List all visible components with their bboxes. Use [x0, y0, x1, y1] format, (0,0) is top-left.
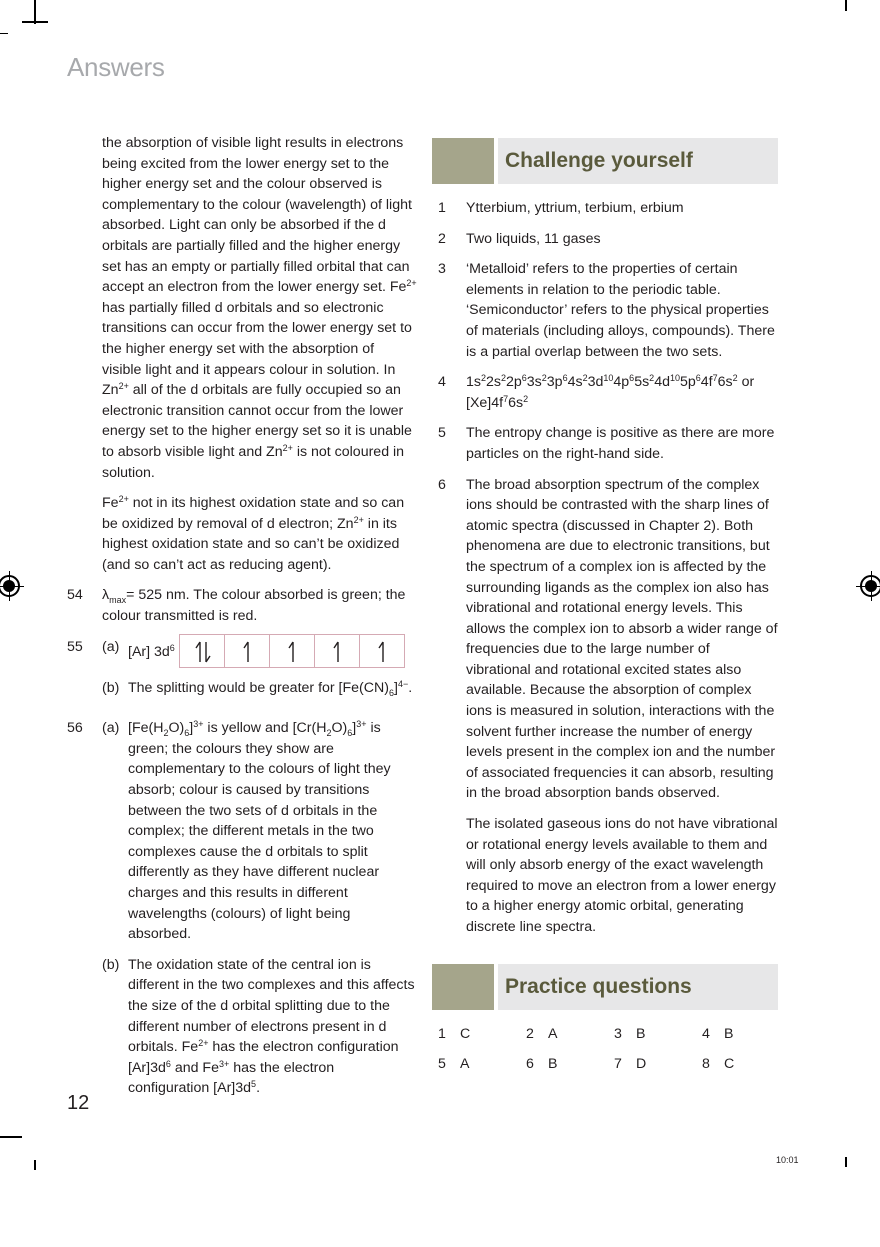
practice-answer	[696, 1054, 784, 1075]
list-item: 2 Two liquids, 11 gases	[438, 230, 601, 247]
section-title: Practice questions	[498, 964, 778, 1010]
practice-questions-banner	[432, 964, 778, 1010]
spin-down-arrow-icon	[206, 642, 210, 662]
question-number: 56	[67, 720, 83, 737]
registration-mark-icon	[860, 575, 880, 597]
answer-number: 3	[614, 1025, 622, 1042]
electron-configuration: $1s^22s^22p^63s^23p^64s^23d^{10}4p^65s^24d^{10}5p^64f^76s^2$ or $[Xe]4f^76s^2$	[466, 373, 755, 411]
practice-answer	[520, 1054, 608, 1075]
answer-number: 2	[526, 1025, 534, 1042]
practice-answers-grid	[432, 1024, 778, 1075]
registration-mark-icon	[0, 575, 20, 597]
practice-answer	[432, 1024, 520, 1045]
answer-number: 8	[702, 1056, 710, 1073]
orbital-box	[359, 634, 405, 668]
footer-timestamp: 10:01	[776, 1155, 799, 1165]
orbital-box	[314, 634, 360, 668]
practice-answer	[608, 1054, 696, 1075]
part-a: (a) $[Fe(H_2O)_6]^{3+}$ is yellow and $[Cr(H_2O)_6]^{3+}$ is green; the colours they show are complementary to the colours of light they absorb; colour is caused by transitions between the two sets of d orbitals in the complex; the different metals in the two complexes cause the d orbitals to split differently as they have different nuclear charges and this results in different wavelengths (colours) of light being absorbed.	[102, 719, 391, 943]
answer-letter: A	[548, 1025, 558, 1042]
answer-number: 1	[438, 1025, 446, 1042]
part-a: (a) [Ar] $3d^6$	[102, 637, 417, 668]
question-55	[67, 637, 417, 709]
answer-letter: B	[724, 1025, 734, 1042]
list-item: 4 $1s^22s^22p^63s^23p^64s^23d^{10}4p^65s^24d^{10}5p^64f^76s^2$ or $[Xe]4f^76s^2$	[432, 372, 778, 413]
answer-letter: B	[548, 1056, 558, 1073]
paragraph: $Fe^{2+}$ not in its highest oxidation state and so can be oxidized by removal of d electron; $Zn^{2+}$ in its highest oxidation state and so can’t be oxidized (and so can’t act as reducing agent).	[102, 494, 405, 573]
spin-up-arrow-icon	[196, 642, 200, 662]
crop-mark	[845, 1157, 847, 1167]
answer-letter: B	[636, 1025, 646, 1042]
spin-up-arrow-icon	[334, 642, 338, 662]
answer-letter: D	[636, 1056, 647, 1073]
paragraph: the absorption of visible light results in electrons being excited from the lower energy set to the higher energy set and the colour observed is complementary to the colour (wavelength) of light absorbed. Light can only be absorbed if the d orbitals are partially filled and the higher energy set has an empty or partially filled orbital that can accept an electron from the lower energy set. $Fe^{2+}$ has partially filled d orbitals and so electronic transitions can occur from the lower energy set to the higher energy set with the absorption of visible light and it appears colour in solution. In $Zn^{2+}$ all of the d orbitals are fully occupied so an electronic transition cannot occur from the lower energy set to the higher energy set so it is unable to absorb visible light and $Zn^{2+}$ is not coloured in solution.	[102, 135, 417, 481]
answer-letter: C	[460, 1025, 471, 1042]
list-item: 1 Ytterbium, yttrium, terbium, erbium	[438, 200, 684, 216]
list-item: 6 The broad absorption spectrum of the complex ions should be contrasted with the sharp lines of atomic spectra (discussed in Chapter 2). Both phenomena are due to electronic transitions, but the spectrum of a complex ion is affected by the surrounding ligands as the complex ion also has vibrational and rotational energy levels. This allows the complex ion to absorb a wider range of frequencies due to the large number of vibrational and rotational excited states also available. Because the absorption of complex ions is measured in solution, interactions with the solvent further increase the number of energy levels present in the complex ion and the number of associated frequencies it can absorb, resulting in the broad absorption bands observed. The isolated gaseous ions do not have vibrational or rotational energy levels available to them and will only absorb energy of the exact wavelength required to move an electron from a lower energy to a higher energy atomic orbital, generating discrete line spectra.	[438, 476, 778, 935]
orbital-box	[269, 634, 315, 668]
challenge-yourself-banner	[432, 138, 778, 184]
part-b: (b) The splitting would be greater for $[Fe(CN)_6]^{4-}$.	[102, 678, 413, 698]
answer-number: 5	[438, 1056, 446, 1073]
question-number: 54	[67, 587, 83, 604]
answer-number: 4	[702, 1025, 710, 1042]
right-column	[432, 138, 778, 1075]
question-56	[67, 718, 417, 1109]
crop-mark	[34, 1160, 36, 1170]
banner-swatch	[432, 138, 494, 184]
answer-number: 7	[614, 1056, 622, 1073]
orbital-box	[179, 634, 225, 668]
section-title: Challenge yourself	[498, 138, 778, 184]
practice-answer	[432, 1054, 520, 1075]
spin-up-arrow-icon	[289, 642, 293, 662]
answer-text: $\lambda_{max}= 525$ nm. The colour absorbed is green; the colour transmitted is red.	[102, 587, 406, 625]
crop-mark	[22, 21, 48, 23]
crop-mark	[0, 33, 8, 34]
electron-configuration: [Ar] $3d^6$	[128, 642, 175, 660]
practice-answer	[608, 1024, 696, 1045]
crop-mark	[0, 1136, 22, 1138]
spin-up-arrow-icon	[379, 642, 383, 662]
practice-answer	[520, 1024, 608, 1045]
banner-swatch	[432, 964, 494, 1010]
page-number: 12	[67, 1092, 90, 1114]
orbital-box	[224, 634, 270, 668]
answer-letter: C	[724, 1056, 735, 1073]
list-item: 3 ‘Metalloid’ refers to the properties of certain elements in relation to the periodic table. ‘Semiconductor’ refers to the physical properties of materials (including alloys, compounds). There is a partial overlap between the two sets.	[438, 261, 775, 360]
list-item: 5 The entropy change is positive as there are more particles on the right-hand side.	[438, 425, 775, 462]
part-b: (b) The oxidation state of the central ion is different in the two complexes and this affects the size of the d orbital splitting due to the different number of electrons present in d orbitals. $Fe^{2+}$ has the electron configuration $[Ar]3d^6$ and $Fe^{3+}$ has the electron configuration $[Ar]3d^5$.	[102, 956, 415, 1097]
orbital-box-diagram	[180, 634, 405, 668]
answer-number: 6	[526, 1056, 534, 1073]
left-column	[67, 133, 417, 1119]
page-header-title: Answers	[67, 52, 165, 82]
question-number: 55	[67, 638, 83, 655]
answer-letter: A	[460, 1056, 470, 1073]
question-54	[67, 585, 417, 626]
crop-mark	[845, 0, 847, 11]
spin-up-arrow-icon	[244, 642, 248, 662]
practice-answer	[696, 1024, 784, 1045]
